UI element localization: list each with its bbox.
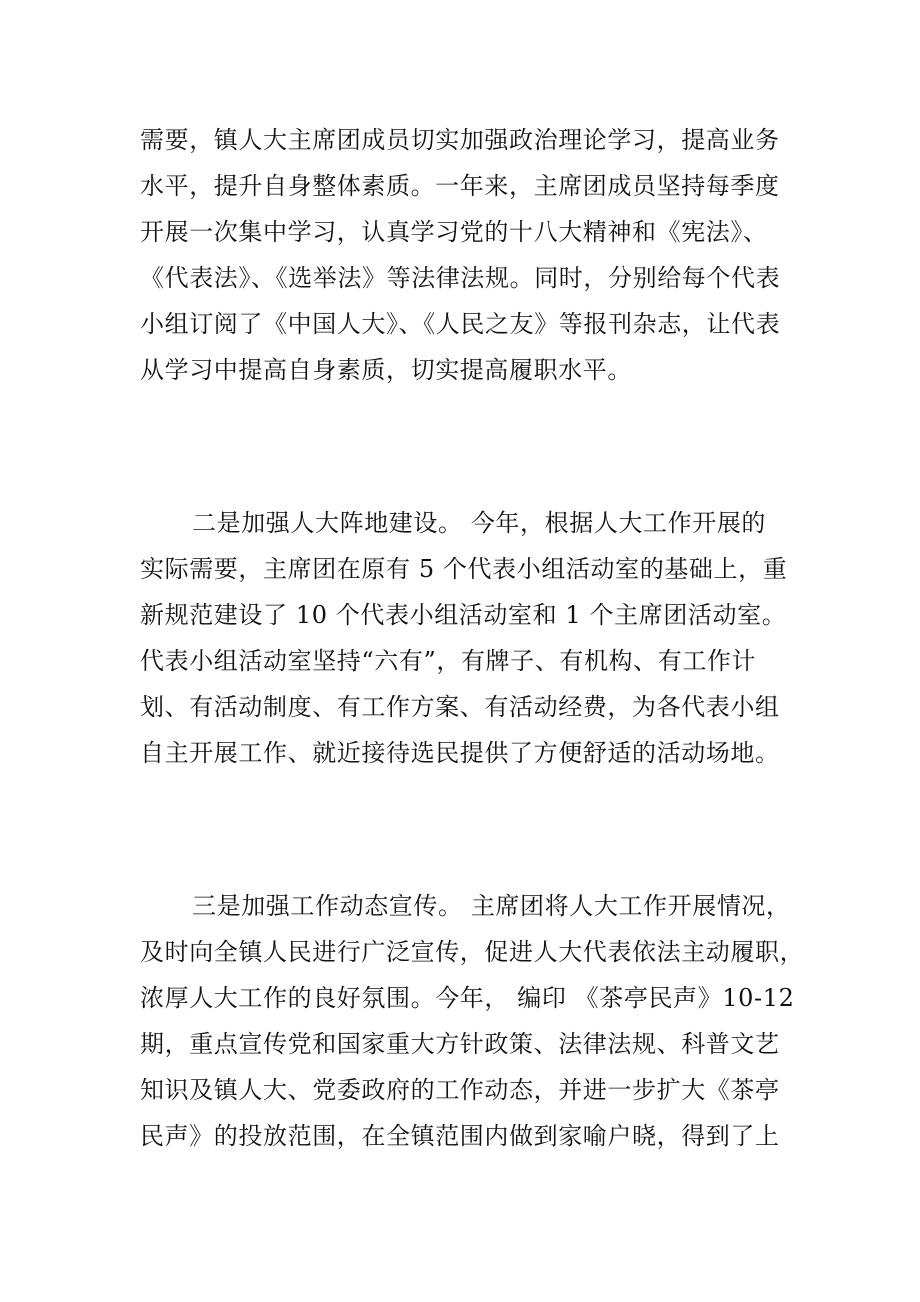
paragraph-line: 水平，提升自身整体素质。一年来，主席团成员坚持每季度 — [140, 172, 780, 200]
paragraph-line: 小组订阅了《中国人大》、《人民之友》等报刊杂志，让代表 — [140, 310, 781, 338]
paragraph-line: 开展一次集中学习，认真学习党的十八大精神和《宪法》、 — [140, 218, 768, 246]
paragraph-line: 自主开展工作、就近接待选民提供了方便舒适的活动场地。 — [140, 739, 780, 767]
paragraph-line: 划、有活动制度、有工作方案、有活动经费，为各代表小组 — [140, 693, 780, 721]
paragraph-line: 实际需要，主席团在原有 5 个代表小组活动室的基础上，重 — [140, 555, 788, 583]
paragraph-line: 民声》的投放范围，在全镇范围内做到家喻户晓，得到了上 — [140, 1122, 780, 1150]
paragraph-line: 二是加强人大阵地建设。 今年，根据人大工作开展的 — [192, 509, 767, 537]
paragraph-line: 新规范建设了 10 个代表小组活动室和 1 个主席团活动室。 — [140, 601, 787, 629]
paragraph-line: 从学习中提高自身素质，切实提高履职水平。 — [140, 356, 632, 384]
paragraph-line: 及时向全镇人民进行广泛宣传，促进人大代表依法主动履职， — [140, 938, 805, 966]
paragraph-line: 代表小组活动室坚持“六有”，有牌子、有机构、有工作计 — [140, 647, 757, 675]
paragraph-2 — [140, 500, 800, 776]
paragraph-line: 浓厚人大工作的良好氛围。今年， 编印 《茶亭民声》10-12 — [140, 984, 795, 1012]
paragraph-3 — [140, 883, 805, 1159]
paragraph-line: 期，重点宣传党和国家重大方针政策、法律法规、科普文艺 — [140, 1030, 780, 1058]
paragraph-line: 知识及镇人大、党委政府的工作动态，并进一步扩大《茶亭 — [140, 1076, 780, 1104]
paragraph-line: 《代表法》、《选举法》等法律法规。同时，分别给每个代表 — [140, 264, 781, 292]
paragraph-1 — [140, 117, 800, 393]
paragraph-line: 需要，镇人大主席团成员切实加强政治理论学习，提高业务 — [140, 126, 780, 154]
paragraph-line: 三是加强工作动态宣传。 主席团将人大工作开展情况， — [192, 892, 791, 920]
